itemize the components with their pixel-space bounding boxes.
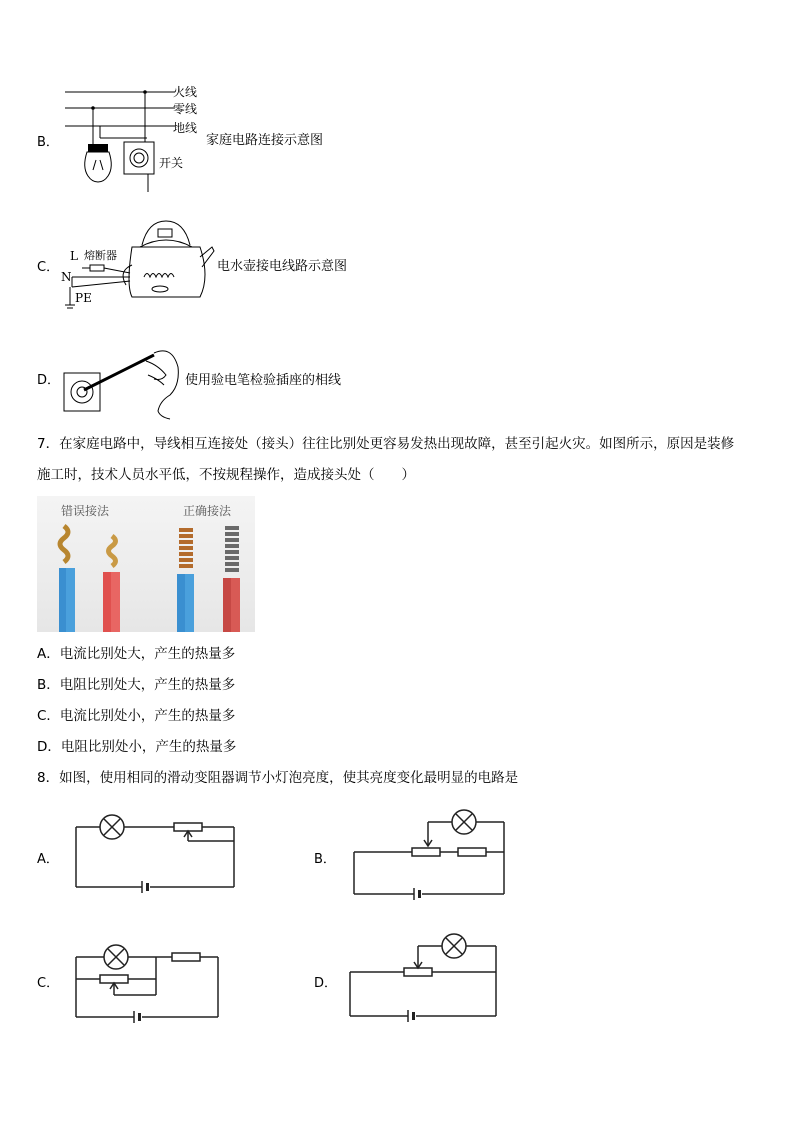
q7-option-b: B．电阻比别处大，产生的热量多: [37, 677, 236, 693]
q8-stem: 8．如图，使用相同的滑动变阻器调节小灯泡亮度，使其亮度变化最明显的电路是: [37, 770, 519, 786]
circuit-b: [348, 810, 513, 900]
option-b-letter: B．: [37, 135, 59, 150]
wire-joint-photo: [37, 496, 255, 632]
neutral-wire-label: 零线: [173, 102, 198, 116]
q8-option-a-letter: A．: [37, 852, 59, 867]
right-method-label: 正确接法: [183, 504, 232, 518]
q8-option-b-letter: B．: [314, 852, 336, 867]
option-d-caption: 使用验电笔检验插座的相线: [185, 373, 342, 388]
circuit-c: [70, 945, 230, 1025]
pe-terminal-label: PE: [75, 291, 92, 305]
q7-stem-line1: 7．在家庭电路中，导线相互连接处（接头）往往比别处更容易发热出现故障，甚至引起火灾。如图所示，原因是装修: [37, 436, 735, 452]
switch-label: 开关: [159, 156, 184, 170]
option-b-caption: 家庭电路连接示意图: [206, 133, 324, 148]
fuse-label: 熔断器: [84, 249, 117, 262]
q7-option-d: D．电阻比别处小，产生的热量多: [37, 739, 237, 755]
wire-illustration: [37, 496, 255, 632]
circuit-d: [346, 932, 506, 1022]
earth-wire-label: 地线: [173, 121, 198, 135]
n-terminal-label: N: [61, 270, 72, 284]
q8-option-d-letter: D．: [314, 976, 338, 991]
fire-wire-label: 火线: [173, 85, 198, 99]
q7-option-c: C．电流比别处小，产生的热量多: [37, 708, 236, 724]
q7-option-a: A．电流比别处大，产生的热量多: [37, 646, 236, 662]
l-terminal-label: L: [70, 249, 78, 263]
circuit-a: [70, 815, 245, 895]
option-c-letter: C．: [37, 260, 60, 275]
test-pen-socket-diagram: [62, 345, 187, 420]
option-c-caption: 电水壶接电线路示意图: [217, 259, 348, 274]
q8-option-c-letter: C．: [37, 976, 60, 991]
option-d-letter: D．: [37, 373, 61, 388]
q7-stem-line2: 施工时，技术人员水平低，不按规程操作，造成接头处（ ）: [37, 467, 415, 483]
wrong-method-label: 错误接法: [61, 504, 110, 518]
